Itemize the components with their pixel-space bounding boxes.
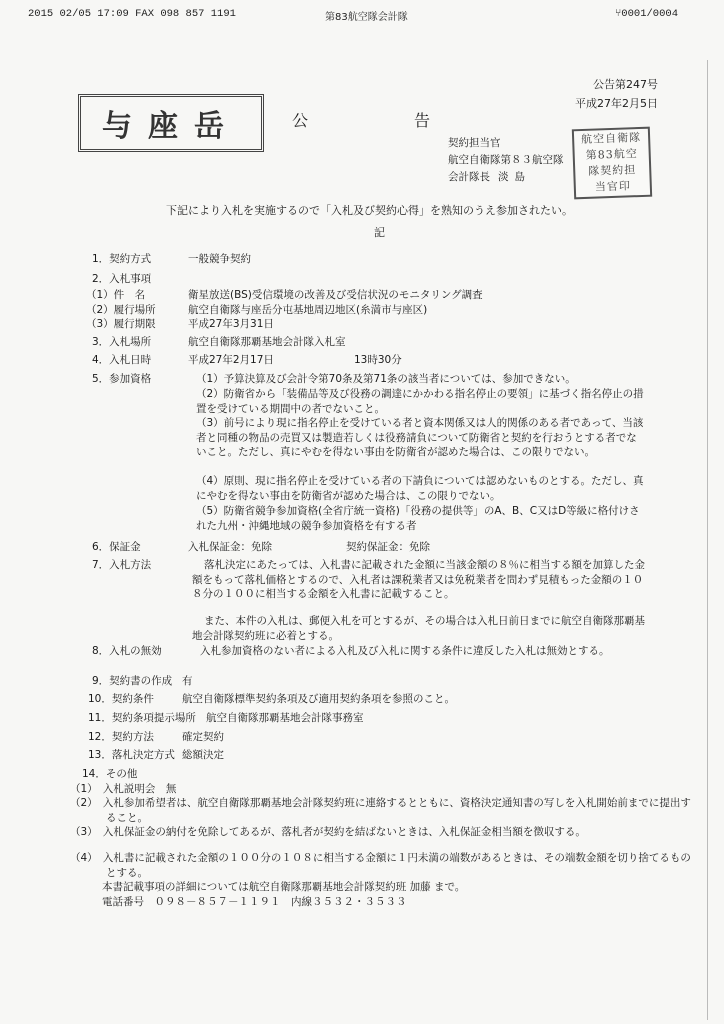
issuer-role: 契約担当官 <box>448 137 501 149</box>
item1-label: 1．契約方式 <box>92 253 152 265</box>
item4-date: 平成27年2月17日 <box>188 354 274 366</box>
item1-value: 一般競争契約 <box>188 253 251 265</box>
item2-2-value: 航空自衛隊与座岳分屯基地周辺地区(糸満市与座区) <box>188 304 428 316</box>
item12-value: 確定契約 <box>182 731 224 743</box>
ki-heading: 記 <box>374 226 385 239</box>
item11-value: 航空自衛隊那覇基地会計隊事務室 <box>206 712 364 724</box>
notice-number: 公告第247号 <box>593 78 658 91</box>
title-ko: 公 <box>292 111 309 130</box>
issuer-title: 会計隊長 <box>448 171 490 183</box>
item6-value2: 契約保証金：免除 <box>346 541 430 553</box>
contact-phone: 電話番号 ０９８－８５７－１１９１ 内線３５３２・３５３３ <box>102 896 407 908</box>
item4-time: 13時30分 <box>354 354 402 366</box>
item7-label: 7．入札方法 <box>92 559 152 571</box>
item13-value: 総額決定 <box>182 749 224 761</box>
item2-label: 2．入札事項 <box>92 273 152 285</box>
item5-cond4: （4）原則、現に指名停止を受けている者の下請負については認めないものとする。ただし、真にやむを得ない事由を防衛省が認めた場合は、この限りでない。 <box>196 475 644 502</box>
fax-page-count: ⑂0001/0004 <box>615 8 679 20</box>
item11-label: 11．契約条項提示場所 <box>88 712 196 724</box>
yozadake-stamp: 与座岳 <box>78 94 264 152</box>
item6-value1: 入札保証金：免除 <box>188 541 272 553</box>
fax-header <box>0 8 724 24</box>
item3-label: 3．入札場所 <box>92 336 152 348</box>
item14-other2: （2） 入札参加希望者は、航空自衛隊那覇基地会計隊契約班に連絡するとともに、資格決定通知書の写しを入札開始前までに提出すること。 <box>70 797 691 824</box>
item5-cond3: （3）前号により現に指名停止を受けている者と資本関係又は人的関係のある者であって、当該者と同種の物品の売買又は製造若しくは役務請負について防衛省と契約を行おうとする者でないこと。ただし、真にやむを得ない事由を防衛省が認めた場合は、この限りでない。 <box>196 417 644 458</box>
item10-label: 10．契約条件 <box>88 693 154 705</box>
title-koku: 告 <box>414 111 431 130</box>
item4-label: 4．入札日時 <box>92 354 152 366</box>
contact-memo-line1: 本書記載事項の詳細については航空自衛隊那覇基地会計隊契約班 加藤 まで。 <box>102 881 466 893</box>
item10-value: 航空自衛隊標準契約条項及び適用契約条項を参照のこと。 <box>182 693 455 705</box>
item7-para1: 落札決定にあたっては、入札書に記載された金額に当該金額の８％に相当する額を加算した金額をもって落札価格とするので、入札者は課税業者又は免税業者を問わず見積もった金額の１０８分の１００に相当する金額を入札書に記載すること。 <box>192 559 645 600</box>
contact-memo <box>102 880 465 910</box>
item3-value: 航空自衛隊那覇基地会計隊入札室 <box>188 336 346 348</box>
item14-other3: （3） 入札保証金の納付を免除してあるが、落札者が契約を結ばないときは、入札保証金相当額を徴収する。 <box>70 826 586 838</box>
item9-value: 有 <box>182 675 193 687</box>
item14-label: 14．その他 <box>82 768 138 780</box>
official-seal: 航空自衛隊 第83航空 隊契約担 当官印 <box>572 127 652 200</box>
item2-3-label: （3）履行期限 <box>86 318 156 330</box>
issuer-org: 航空自衛隊第８３航空隊 <box>448 154 564 166</box>
notice-date: 平成27年2月5日 <box>575 97 658 110</box>
item6-label: 6．保証金 <box>92 541 141 553</box>
item7-para2: また、本件の入札は、郵便入札を可とするが、その場合は入札日前日までに航空自衛隊那覇基地会計隊契約班に必着とする。 <box>192 615 645 642</box>
item5-cond5: （5）防衛省競争参加資格(全省庁統一資格)「役務の提供等」のA、B、C又はD等級に格付けされた九州・沖縄地域の競争参加資格を有する者 <box>196 505 640 532</box>
item5-cond1: （1）予算決算及び会計令第70条及第71条の該当者については、参加できない。 <box>196 373 576 385</box>
fax-header-sender: 第83航空隊会計隊 <box>325 12 408 23</box>
item2-1-label: （1）件 名 <box>86 289 146 301</box>
intro-text: 下記により入札を実施するので「入札及び契約心得」を熟知のうえ参加されたい。 <box>166 204 573 217</box>
item14-other4: （4） 入札書に記載された金額の１００分の１０８に相当する金額に１円未満の端数があるときは、その端数金額を切り捨てるものとする。 <box>70 852 691 879</box>
scan-edge-line <box>707 60 708 1020</box>
item13-label: 13．落札決定方式 <box>88 749 175 761</box>
fax-header-left: 2015 02/05 17:09 FAX 098 857 1191 <box>28 8 236 20</box>
item2-3-value: 平成27年3月31日 <box>188 318 274 330</box>
item12-label: 12．契約方法 <box>88 731 154 743</box>
item8-value: 入札参加資格のない者による入札及び入札に関する条件に違反した入札は無効とする。 <box>200 645 610 657</box>
item5-label: 5．参加資格 <box>92 373 152 385</box>
item5-cond2: （2）防衛省から「装備品等及び役務の調達にかかわる指名停止の要領」に基づく指名停止の措置を受けている期間中の者でないこと。 <box>196 388 644 415</box>
issuer-name: 淡島 <box>498 171 531 183</box>
item8-label: 8．入札の無効 <box>92 645 162 657</box>
item14-other1: （1） 入札説明会 無 <box>70 783 177 795</box>
item9-label: 9．契約書の作成 <box>92 675 173 687</box>
issuer-block <box>448 135 564 186</box>
issuer-name-line <box>448 169 564 186</box>
item2-1-value: 衛星放送(BS)受信環境の改善及び受信状況のモニタリング調査 <box>188 289 483 301</box>
item2-2-label: （2）履行場所 <box>86 304 156 316</box>
